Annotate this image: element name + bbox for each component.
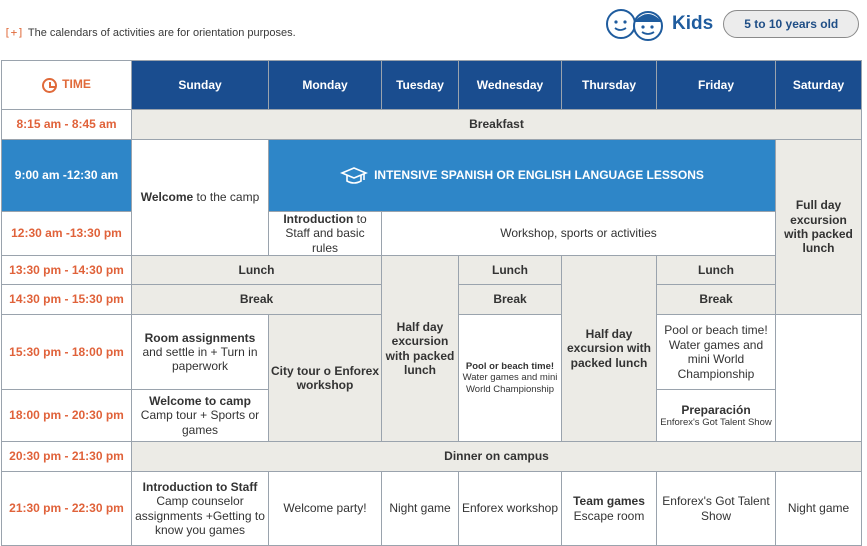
table-row (2, 442, 862, 472)
pool-friday-title: Pool or beach time! (664, 323, 768, 338)
time-slot: 20:30 pm - 21:30 pm (2, 442, 132, 472)
team-games-cell (562, 472, 657, 546)
dinner-cell: Dinner on campus (132, 442, 862, 472)
night-game-tuesday-cell: Night game (382, 472, 459, 546)
enforex-workshop-cell: Enforex workshop (459, 472, 562, 546)
time-slot: 14:30 pm - 15:30 pm (2, 285, 132, 315)
day-header-sunday: Sunday (132, 61, 269, 110)
pool-friday-cell (657, 315, 776, 390)
room-assignments-title: Room assignments (144, 330, 256, 345)
intro-staff-title: Introduction (283, 212, 354, 226)
intensive-lessons-cell (269, 140, 776, 212)
pool-friday-text: Water games and mini World Championship (668, 337, 764, 381)
saturday-excursion-cell: Full day excursion with packed lunch (776, 140, 862, 315)
time-slot: 15:30 pm - 18:00 pm (2, 315, 132, 390)
note-text: The calendars of activities are for orientation purposes. (27, 27, 296, 39)
table-row (2, 140, 862, 212)
day-header-thursday: Thursday (562, 61, 657, 110)
preparacion-text: Enforex's Got Talent Show (660, 417, 772, 429)
intro-staff-sunday-cell (132, 472, 269, 546)
graduation-cap-icon (340, 166, 368, 186)
day-header-monday: Monday (269, 61, 382, 110)
welcome-camp-text: Camp tour + Sports or games (140, 408, 260, 437)
lunch-cell-wednesday: Lunch (459, 256, 562, 285)
intro-staff-sunday-title: Introduction to Staff (142, 479, 258, 494)
day-header-tuesday: Tuesday (382, 61, 459, 110)
time-slot: 18:00 pm - 20:30 pm (2, 390, 132, 442)
header-row (2, 61, 862, 110)
half-day-excursion-tuesday: Half day excursion with packed lunch (382, 256, 459, 442)
team-games-title: Team games (573, 494, 645, 509)
table-row (2, 212, 862, 256)
preparacion-cell (657, 390, 776, 442)
pool-wednesday-text: Water games and mini World Championship (462, 372, 558, 395)
room-assignments-text: and settle in + Turn in paperwork (142, 344, 258, 374)
table-row (2, 472, 862, 546)
expand-toggle[interactable]: [+] (4, 26, 24, 39)
time-slot: 12:30 am -13:30 pm (2, 212, 132, 256)
pool-wednesday-title: Pool or beach time! (465, 361, 555, 373)
night-game-saturday-cell: Night game (776, 472, 862, 546)
intro-staff-cell (269, 212, 382, 256)
breakfast-cell: Breakfast (132, 110, 862, 140)
day-header-saturday: Saturday (776, 61, 862, 110)
welcome-title: Welcome (140, 190, 194, 205)
day-header-friday: Friday (657, 61, 776, 110)
pool-wednesday-cell (459, 315, 562, 442)
city-tour-cell: City tour o Enforex workshop (269, 315, 382, 442)
workshop-cell: Workshop, sports or activities (382, 212, 776, 256)
time-header (2, 61, 132, 110)
lunch-cell-friday: Lunch (657, 256, 776, 285)
time-slot: 21:30 pm - 22:30 pm (2, 472, 132, 546)
day-header-wednesday: Wednesday (459, 61, 562, 110)
time-header-label: TIME (62, 77, 91, 92)
room-assignments-cell (132, 315, 269, 390)
welcome-party-cell: Welcome party! (269, 472, 382, 546)
welcome-text: to the camp (193, 190, 260, 205)
table-row (2, 256, 862, 285)
half-day-excursion-thursday: Half day excursion with packed lunch (562, 256, 657, 442)
clock-icon (42, 78, 57, 93)
preparacion-title: Preparación (681, 402, 751, 417)
welcome-cell (132, 140, 269, 256)
intro-staff-sunday-text: Camp counselor assignments +Getting to know you games (135, 494, 265, 538)
table-row (2, 110, 862, 140)
time-slot: 9:00 am -12:30 am (2, 140, 132, 212)
kids-label: Kids (672, 13, 714, 34)
age-range-button[interactable]: 5 to 10 years old (723, 10, 859, 38)
break-cell-sun-mon: Break (132, 285, 382, 315)
break-cell-wednesday: Break (459, 285, 562, 315)
orientation-note (4, 26, 296, 39)
intensive-lessons-label: INTENSIVE SPANISH OR ENGLISH LANGUAGE LESSONS (374, 167, 704, 182)
got-talent-cell: Enforex's Got Talent Show (657, 472, 776, 546)
break-cell-friday: Break (657, 285, 776, 315)
time-slot: 13:30 pm - 14:30 pm (2, 256, 132, 285)
kids-badge (604, 6, 859, 42)
intro-staff-text: to Staff and basic rules (285, 212, 367, 255)
lunch-cell-sun-mon: Lunch (132, 256, 382, 285)
kids-faces-icon (604, 6, 666, 42)
team-games-text: Escape room (573, 508, 645, 523)
time-slot: 8:15 am - 8:45 am (2, 110, 132, 140)
welcome-camp-title: Welcome to camp (149, 394, 251, 409)
welcome-camp-cell (132, 390, 269, 442)
schedule-table (1, 60, 862, 546)
